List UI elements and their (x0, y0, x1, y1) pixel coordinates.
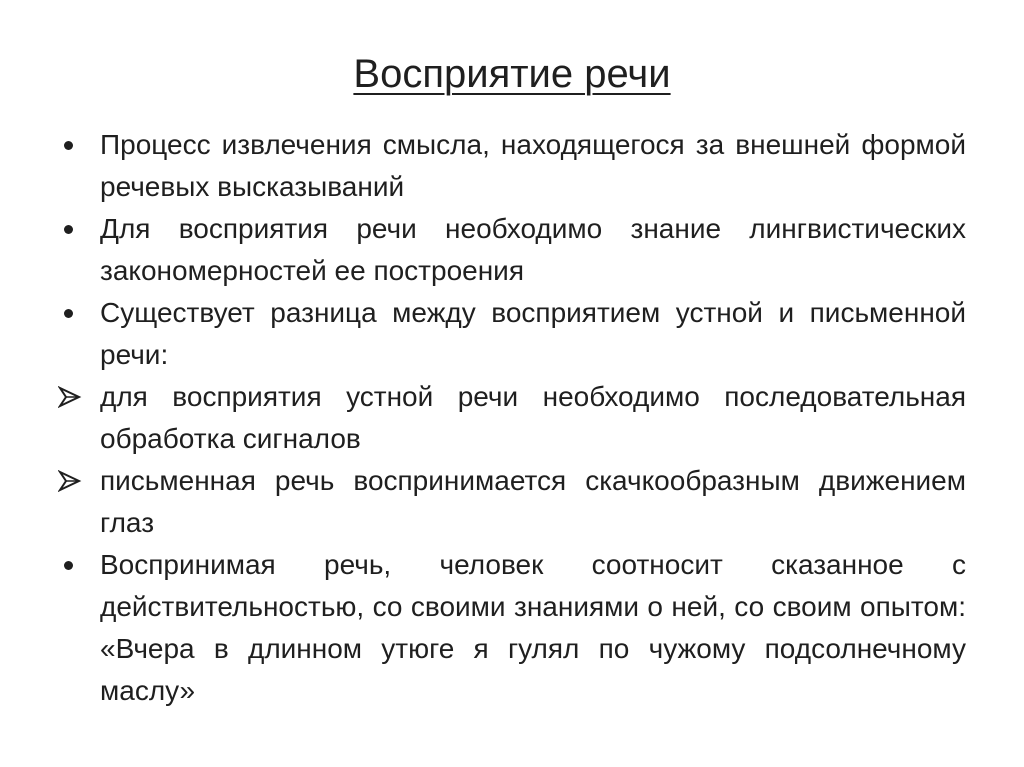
list-item-text: Для восприятия речи необходимо знание лингвистических закономерностей ее построения (100, 213, 966, 286)
bullet-list (62, 124, 966, 712)
slide-title (0, 48, 1024, 100)
slide-title-text: Восприятие речи (353, 52, 671, 96)
list-item (62, 544, 966, 712)
list-item-text: для восприятия устной речи необходимо последовательная обработка сигналов (100, 381, 966, 454)
list-item (62, 124, 966, 208)
arrow-icon (58, 470, 82, 492)
bullet-marker (62, 544, 92, 586)
list-item (62, 292, 966, 376)
list-item-text: письменная речь воспринимается скачкообразным движением глаз (100, 465, 966, 538)
arrow-marker (62, 376, 92, 418)
list-item-text: Процесс извлечения смысла, находящегося за внешней формой речевых высказываний (100, 129, 966, 202)
bullet-marker (62, 208, 92, 250)
bullet-icon (64, 141, 73, 150)
arrow-icon (58, 386, 82, 408)
list-item (62, 376, 966, 460)
list-item (62, 460, 966, 544)
list-item-text: Воспринимая речь, человек соотносит сказанное с действительностью, со своими знаниями о ней, со своим опытом: «Вчера в длинном утюге я гулял по чужому подсолнечному маслу» (100, 549, 966, 706)
arrow-marker (62, 460, 92, 502)
bullet-marker (62, 292, 92, 334)
list-item-text: Существует разница между восприятием устной и письменной речи: (100, 297, 966, 370)
bullet-marker (62, 124, 92, 166)
bullet-icon (64, 309, 73, 318)
bullet-icon (64, 561, 73, 570)
list-item (62, 208, 966, 292)
bullet-icon (64, 225, 73, 234)
